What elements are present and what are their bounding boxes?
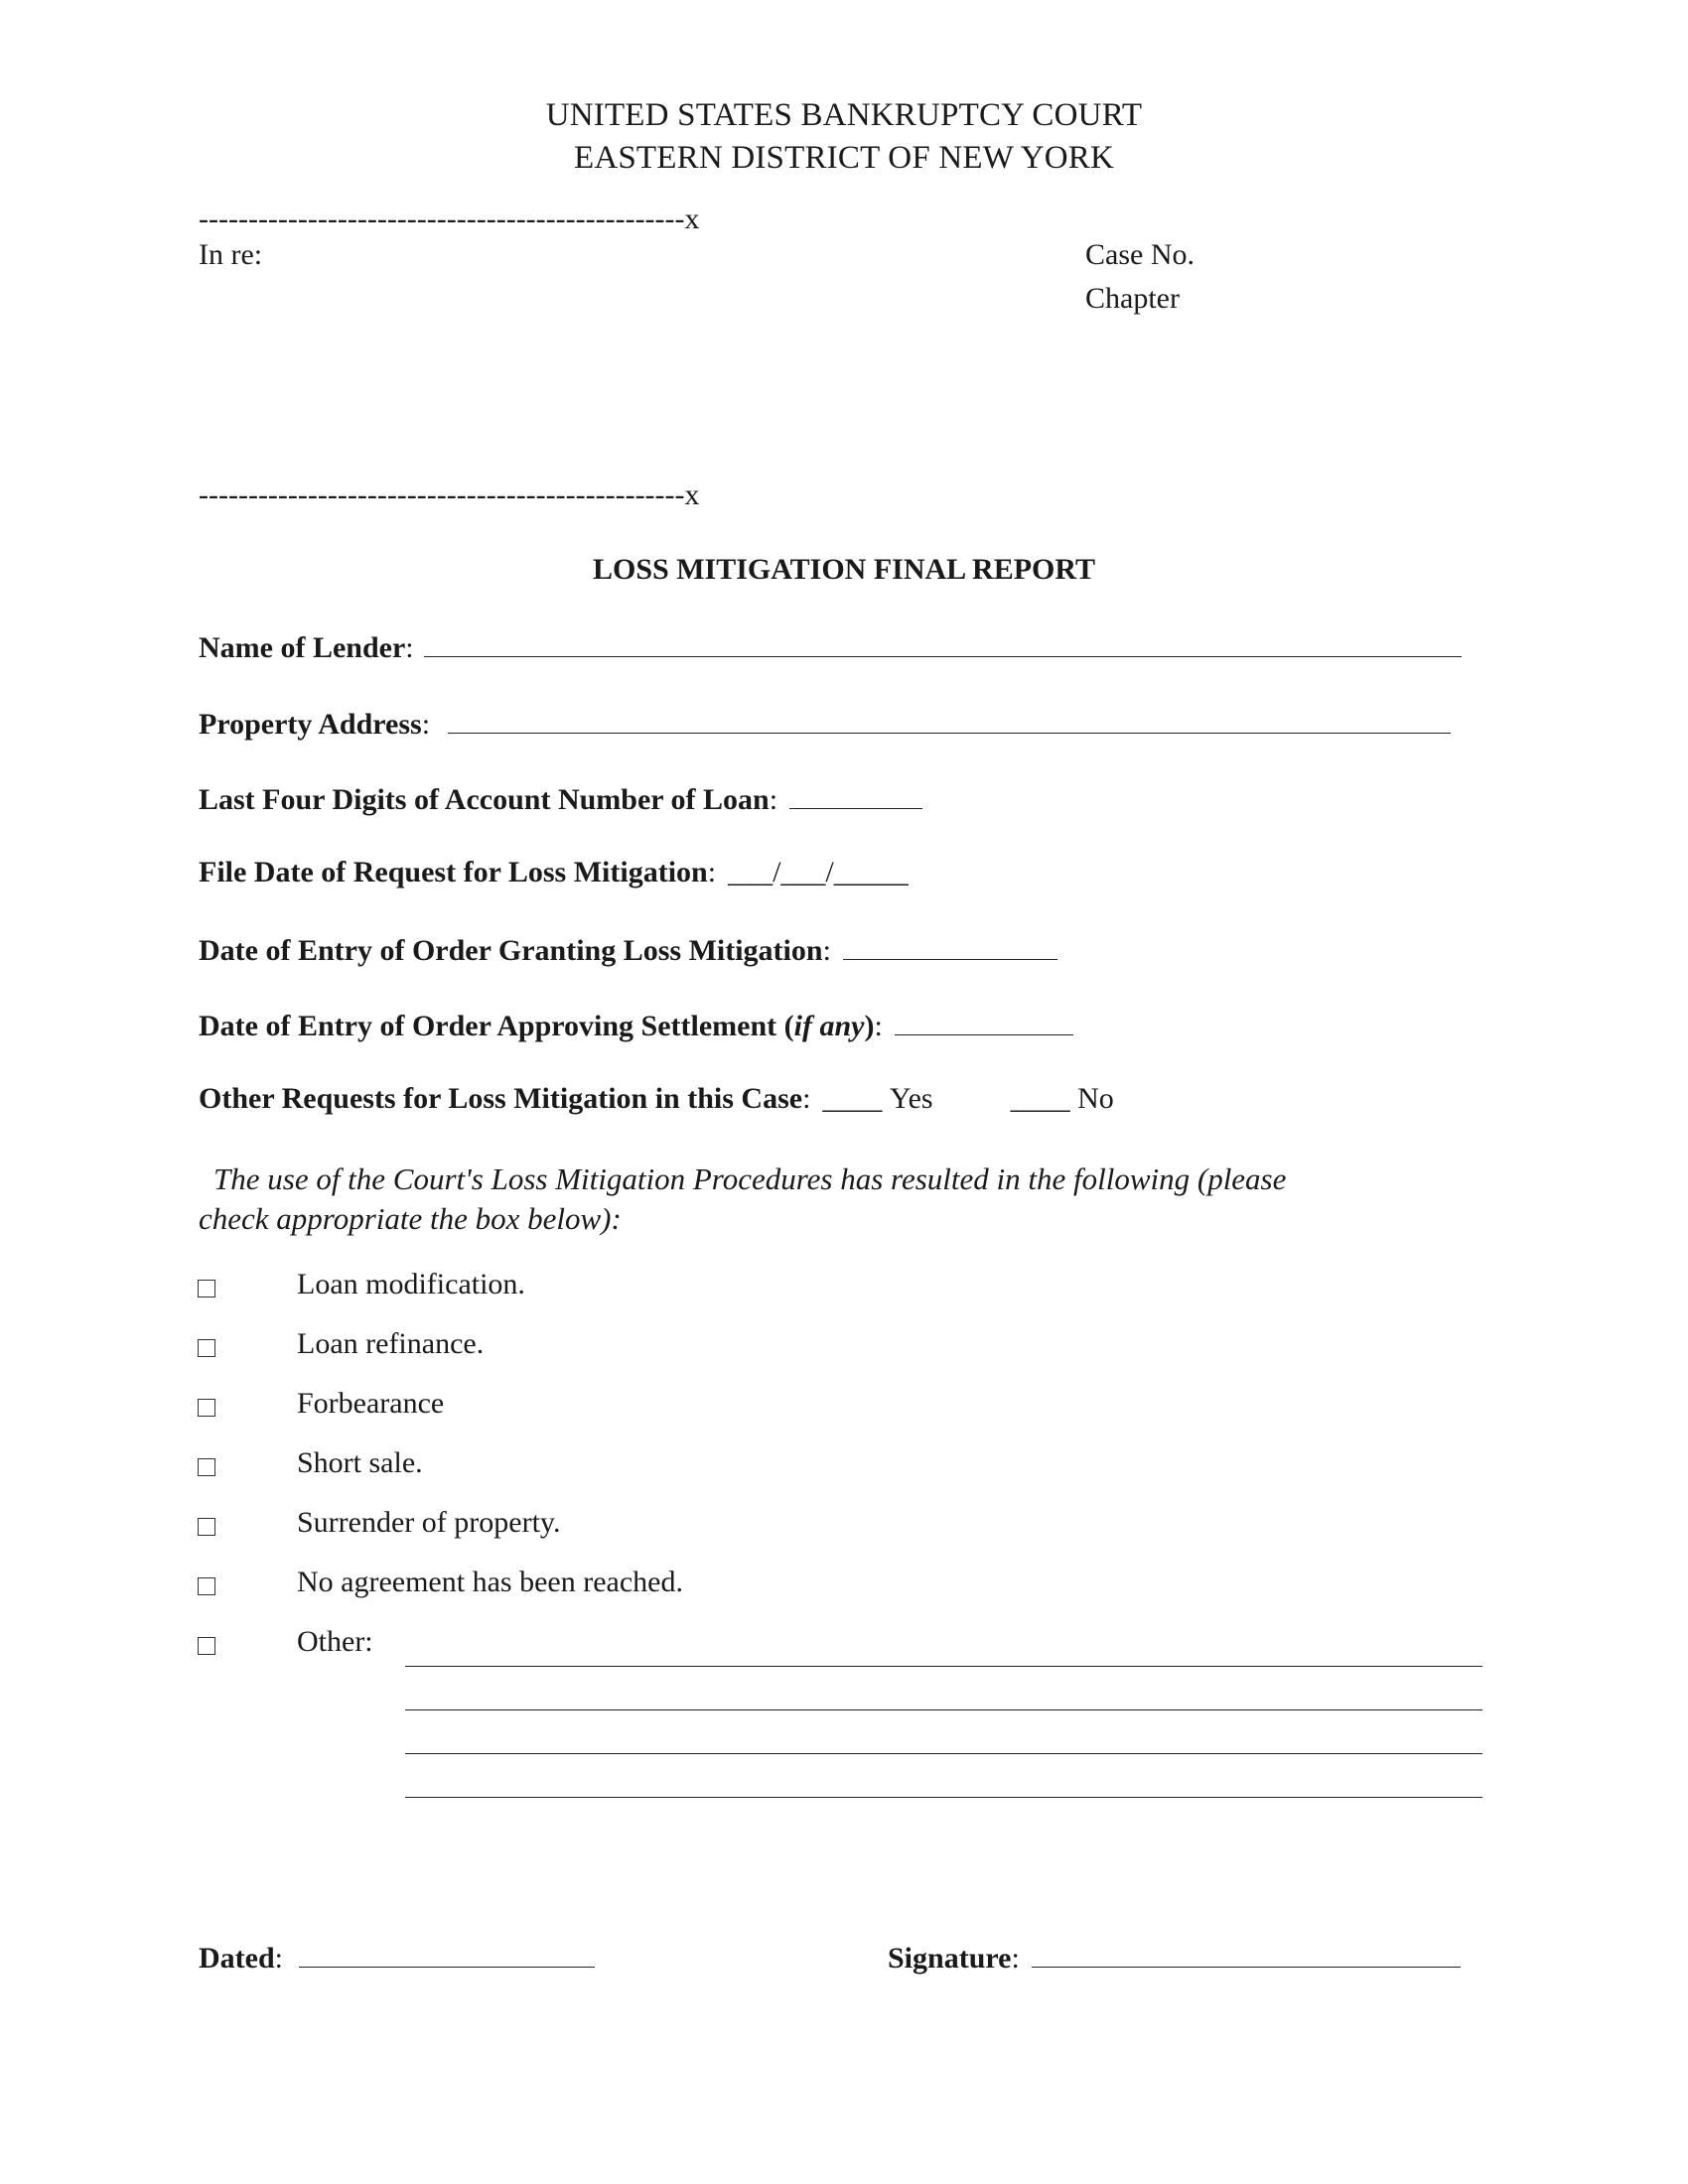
- address-field: [199, 705, 1451, 742]
- lender-label: Name of Lender: [199, 631, 406, 664]
- colon: :: [822, 934, 831, 967]
- other-requests-field: [199, 1082, 1114, 1116]
- checkbox-loan-modification[interactable]: [198, 1280, 215, 1297]
- colon: :: [405, 631, 414, 664]
- option-loan-refinance: Loan refinance.: [297, 1327, 485, 1360]
- order-granting-label: Date of Entry of Order Granting Loss Mitigation: [199, 934, 823, 967]
- court-name: UNITED STATES BANKRUPTCY COURT: [545, 97, 1143, 133]
- option-other: Other:: [297, 1625, 373, 1658]
- caption-separator-top: -------------------------------------------------x: [199, 203, 700, 235]
- signature-label: Signature: [888, 1942, 1012, 1975]
- other-line-2[interactable]: [405, 1709, 1482, 1710]
- other-requests-label: Other Requests for Loss Mitigation in this Case: [199, 1082, 803, 1115]
- address-input-line[interactable]: [448, 705, 1451, 734]
- checkbox-other[interactable]: [198, 1637, 215, 1655]
- instructions-line2: check appropriate the box below):: [199, 1201, 622, 1236]
- checkbox-surrender[interactable]: [198, 1518, 215, 1536]
- lender-input-line[interactable]: [424, 628, 1462, 657]
- instructions-line1: The use of the Court's Loss Mitigation Procedures has resulted in the following (please: [213, 1161, 1287, 1196]
- yes-label: Yes: [889, 1082, 933, 1115]
- other-line-4[interactable]: [405, 1797, 1482, 1798]
- report-title: LOSS MITIGATION FINAL REPORT: [593, 553, 1095, 586]
- order-settlement-label: Date of Entry of Order Approving Settlement: [199, 1010, 777, 1042]
- option-no-agreement: No agreement has been reached.: [297, 1566, 683, 1598]
- if-any-text: if any: [793, 1010, 865, 1042]
- paren-close: ): [864, 1010, 875, 1042]
- colon: :: [874, 1010, 883, 1042]
- colon: :: [421, 708, 431, 741]
- file-date-field: [199, 856, 909, 889]
- dated-label: Dated: [199, 1942, 275, 1975]
- account-label: Last Four Digits of Account Number of Loan: [199, 783, 770, 816]
- account-input-line[interactable]: [789, 780, 922, 809]
- option-short-sale: Short sale.: [297, 1446, 423, 1479]
- order-granting-field: [199, 931, 1057, 968]
- checkbox-forbearance[interactable]: [198, 1399, 215, 1417]
- chapter-label: Chapter: [1085, 282, 1180, 315]
- court-district: EASTERN DISTRICT OF NEW YORK: [573, 140, 1114, 176]
- checkbox-loan-refinance[interactable]: [198, 1339, 215, 1357]
- no-label: No: [1077, 1082, 1114, 1115]
- other-line-1[interactable]: [405, 1666, 1482, 1667]
- order-settlement-input-line[interactable]: [895, 1007, 1073, 1035]
- yes-blank[interactable]: ____: [822, 1082, 883, 1115]
- paren-open: (: [783, 1010, 794, 1042]
- no-blank[interactable]: ____: [1010, 1082, 1070, 1115]
- colon: :: [802, 1082, 811, 1115]
- colon: :: [274, 1942, 283, 1975]
- checkbox-short-sale[interactable]: [198, 1458, 215, 1476]
- option-surrender: Surrender of property.: [297, 1506, 561, 1539]
- address-label: Property Address: [199, 708, 422, 741]
- case-no-label: Case No.: [1085, 238, 1195, 271]
- dated-field: [199, 1939, 595, 1976]
- checkbox-no-agreement[interactable]: [198, 1577, 215, 1595]
- option-loan-modification: Loan modification.: [297, 1268, 525, 1300]
- order-granting-input-line[interactable]: [843, 931, 1057, 960]
- colon: :: [769, 783, 778, 816]
- account-field: [199, 780, 922, 817]
- caption-separator-bottom: -------------------------------------------------x: [199, 478, 700, 511]
- colon: :: [1011, 1942, 1020, 1975]
- signature-field: [888, 1939, 1461, 1976]
- dated-input-line[interactable]: [299, 1939, 595, 1968]
- colon: :: [707, 856, 717, 888]
- in-re-label: In re:: [199, 238, 263, 271]
- other-line-3[interactable]: [405, 1753, 1482, 1754]
- file-date-blank[interactable]: ___/___/_____: [728, 856, 909, 888]
- file-date-label: File Date of Request for Loss Mitigation: [199, 856, 708, 888]
- order-settlement-field: [199, 1007, 1073, 1043]
- signature-input-line[interactable]: [1032, 1939, 1461, 1968]
- option-forbearance: Forbearance: [297, 1387, 445, 1420]
- lender-field: [199, 628, 1462, 665]
